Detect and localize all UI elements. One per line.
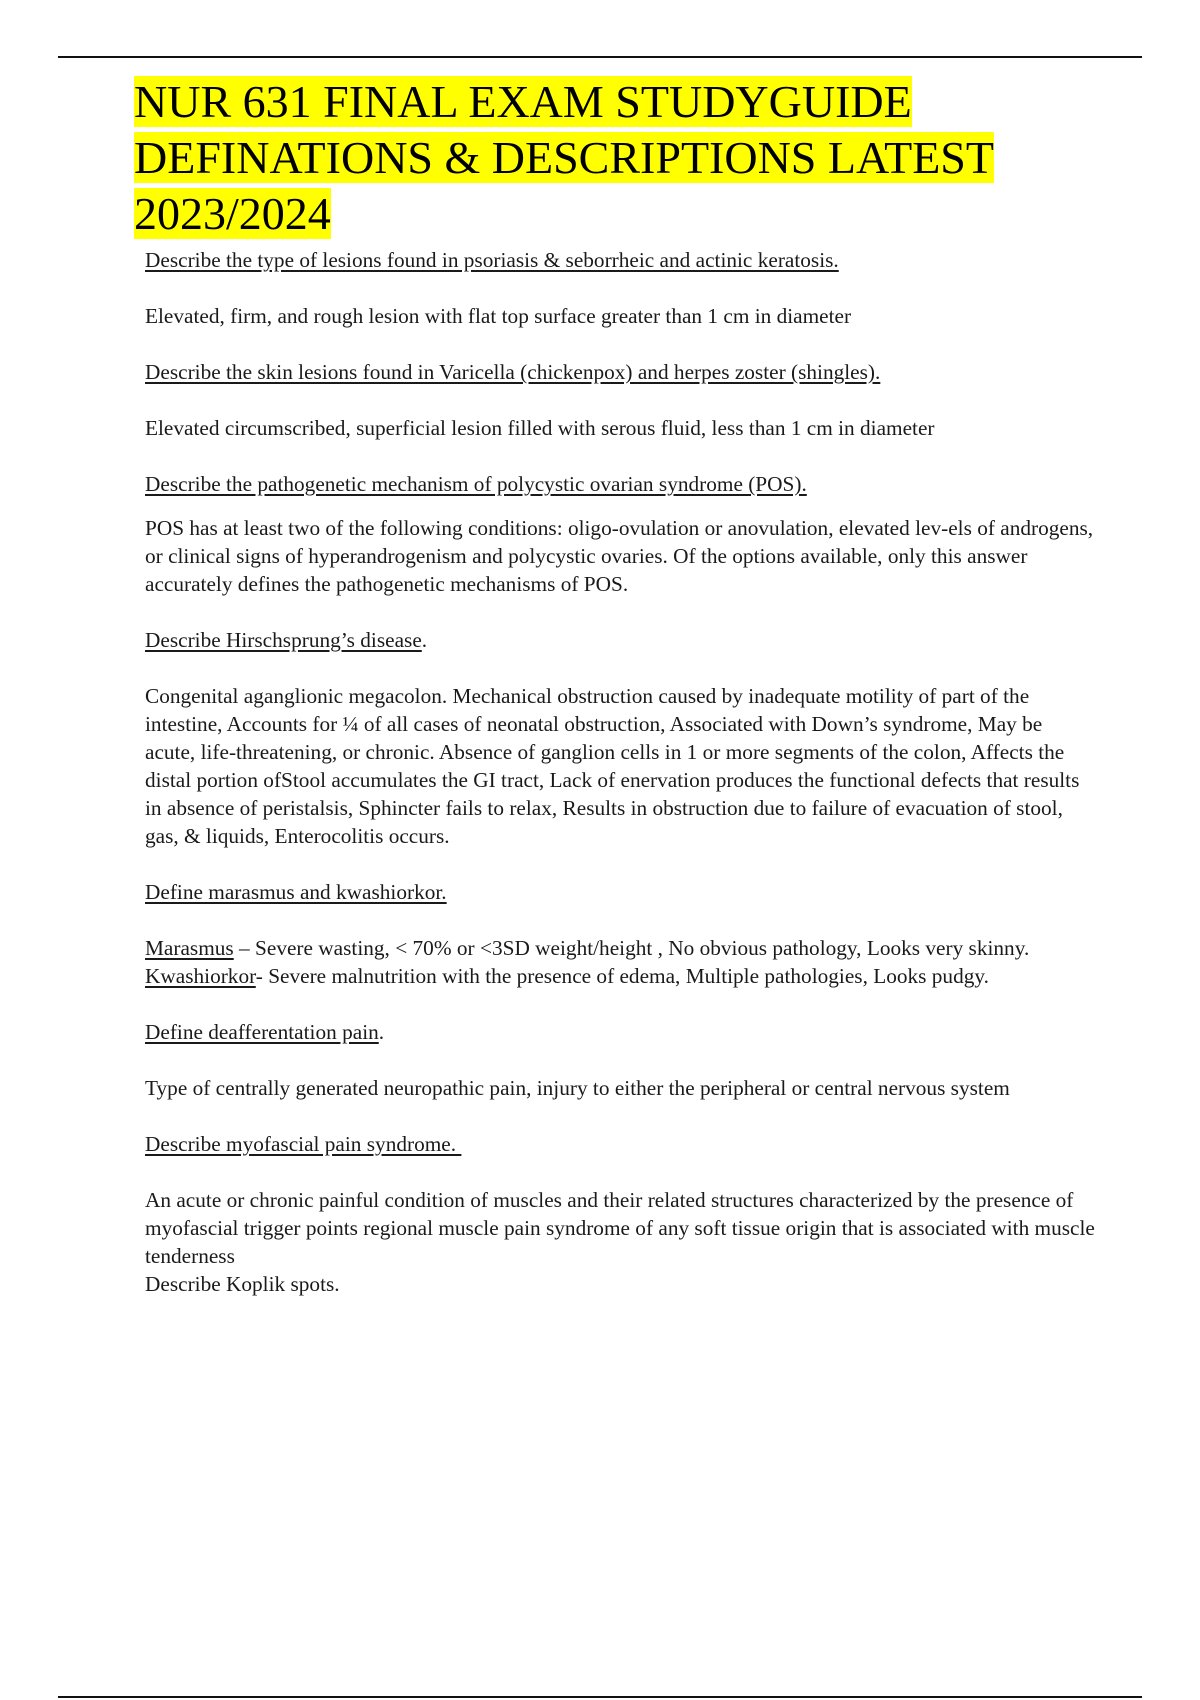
study-guide-body [145, 246, 1097, 1298]
definition-kwashiorkor: - Severe malnutrition with the presence of edema, Multiple pathologies, Looks pudgy. [255, 964, 989, 988]
question-hirschsprung-text: Describe Hirschsprung’s disease [145, 628, 422, 652]
answer-pos-mechanism: POS has at least two of the following conditions: oligo-ovulation or anovulation, elevated lev-els of androgens, or clinical signs of hyperandrogenism and polycystic ovaries. Of the options available, only this answer accurately defines the pathogenetic mechanisms of POS. [145, 516, 1094, 596]
title-line-2: DEFINATIONS & DESCRIPTIONS LATEST [134, 132, 994, 183]
title-line-3: 2023/2024 [134, 188, 331, 239]
answer-kwashiorkor [145, 962, 1097, 990]
bottom-rule [58, 1696, 1142, 1698]
document-title [134, 74, 1094, 242]
question-deafferentation-period: . [378, 1020, 385, 1044]
question-marasmus-kwashiorkor: Define marasmus and kwashiorkor. [145, 880, 447, 904]
question-varicella-lesions: Describe the skin lesions found in Varicella (chickenpox) and herpes zoster (shingles). [145, 360, 881, 384]
definition-marasmus: – Severe wasting, < 70% or <3SD weight/height , No obvious pathology, Looks very skinny. [233, 936, 1030, 960]
answer-psoriasis-lesions: Elevated, firm, and rough lesion with flat top surface greater than 1 cm in diameter [145, 304, 852, 328]
answer-varicella-lesions: Elevated circumscribed, superficial lesion filled with serous fluid, less than 1 cm in diameter [145, 416, 935, 440]
answer-hirschsprung: Congenital aganglionic megacolon. Mechanical obstruction caused by inadequate motility of part of the intestine, Accounts for ¼ of all cases of neonatal obstruction, Associated with Down’s syndrome, May be acute, life-threatening, or chronic. Absence of ganglion cells in 1 or more segments of the colon, Affects the distal portion ofStool accumulates the GI tract, Lack of enervation produces the functional defects that results in absence of peristalsis, Sphincter fails to relax, Results in obstruction due to failure of evacuation of stool, gas, & liquids, Enterocolitis occurs. [145, 684, 1080, 848]
top-rule [58, 56, 1142, 58]
title-line-1: NUR 631 FINAL EXAM STUDYGUIDE [134, 76, 912, 127]
question-pos-mechanism: Describe the pathogenetic mechanism of polycystic ovarian syndrome (POS). [145, 472, 807, 496]
question-hirschsprung-period: . [421, 628, 428, 652]
answer-deafferentation-pain: Type of centrally generated neuropathic pain, injury to either the peripheral or central nervous system [145, 1076, 1010, 1100]
answer-marasmus [145, 934, 1097, 962]
question-deafferentation-text: Define deafferentation pain [145, 1020, 379, 1044]
question-hirschsprung [145, 626, 1097, 654]
question-deafferentation-pain [145, 1018, 1097, 1046]
question-myofascial-pain: Describe myofascial pain syndrome. [145, 1132, 462, 1156]
answer-myofascial-pain: An acute or chronic painful condition of muscles and their related structures characterized by the presence of myofascial trigger points regional muscle pain syndrome of any soft tissue origin that is associated with muscle tenderness [145, 1188, 1095, 1268]
term-kwashiorkor: Kwashiorkor [145, 964, 256, 988]
question-psoriasis-lesions: Describe the type of lesions found in psoriasis & seborrheic and actinic keratosis. [145, 248, 839, 272]
term-marasmus: Marasmus [145, 936, 234, 960]
question-koplik-spots: Describe Koplik spots. [145, 1272, 340, 1296]
